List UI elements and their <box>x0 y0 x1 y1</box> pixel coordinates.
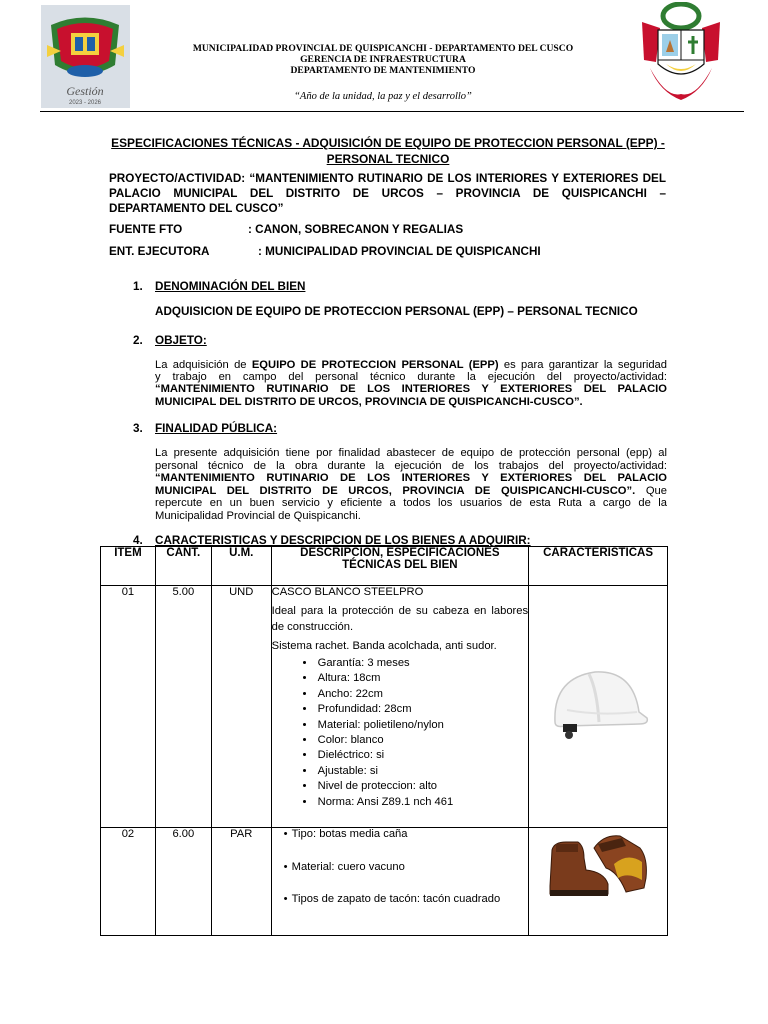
row-2-image-cell <box>529 828 668 936</box>
col-header-desc-line-2: TÉCNICAS DEL BIEN <box>342 559 458 571</box>
fuente-label: FUENTE FTO <box>109 223 183 236</box>
section-3-number: 3. <box>133 422 143 435</box>
row-1-spec-list <box>272 656 528 810</box>
col-header-desc-line-1: DESCRIPCIÓN, ESPECIFICACIONES <box>300 547 500 559</box>
list-item: • Altura: 18cm <box>316 671 528 686</box>
doc-title-line-2: PERSONAL TECNICO <box>326 152 450 166</box>
row-1-product-name: CASCO BLANCO STEELPRO <box>271 586 424 598</box>
list-item: • Dieléctrico: si <box>316 748 528 763</box>
section-4-number: 4. <box>133 534 143 547</box>
row-1-paragraph-1: Ideal para la protección de su cabeza en labores de construcción. <box>271 605 529 633</box>
row-2-um: PAR <box>211 828 271 936</box>
section-3-line-4 <box>155 485 667 498</box>
white-helmet-image <box>543 660 653 750</box>
logo-years-text: 2023 - 2026 <box>68 100 102 106</box>
list-item: • Ancho: 22cm <box>316 687 528 702</box>
section-3-line-2: personal técnico de la obra durante la ejecución de los trabajos del proyecto/actividad: <box>155 460 667 472</box>
section-2-number: 2. <box>133 334 143 347</box>
section-2-line-1a: La adquisición de <box>155 359 252 371</box>
row-2-spec-list <box>272 828 528 926</box>
list-item: • Tipo: botas media caña <box>284 828 528 861</box>
col-header-caracteristicas: CARACTERISTICAS <box>529 547 668 586</box>
table-header-row <box>101 547 668 586</box>
col-header-descripcion <box>271 547 528 586</box>
row-1-cant: 5.00 <box>155 586 211 828</box>
project-line-1: PROYECTO/ACTIVIDAD: “MANTENIMIENTO RUTINARIO DE LOS INTERIORES Y EXTERIORES DEL <box>109 172 666 185</box>
list-item: • Norma: Ansi Z89.1 nch 461 <box>316 795 528 810</box>
section-2-title: OBJETO: <box>155 334 207 347</box>
table-row <box>101 586 668 828</box>
section-3-title: FINALIDAD PÚBLICA: <box>155 422 278 435</box>
section-2-epp-emphasis: EQUIPO DE PROTECCION PERSONAL (EPP) <box>251 359 499 371</box>
row-1-um: UND <box>211 586 271 828</box>
header-divider <box>40 111 744 112</box>
leather-boots-image <box>542 828 654 908</box>
section-2-line-3: “MANTENIMIENTO RUTINARIO DE LOS INTERIORES Y EXTERIORES DEL PALACIO <box>155 383 667 395</box>
section-2-line-1c: es para garantizar la seguridad <box>498 359 667 371</box>
list-item: • Ajustable: si <box>316 764 528 779</box>
section-3-line-3: “MANTENIMIENTO RUTINARIO DE LOS INTERIORES Y EXTERIORES DEL PALACIO <box>155 472 667 484</box>
section-4-title: CARACTERISTICAS Y DESCRIPCION DE LOS BIENES A ADQUIRIR: <box>155 534 531 547</box>
section-3-line-5: repercute en un buen servicio y eficiente a todos los usuarios de esta Ruta a cargo de la <box>155 497 667 509</box>
header-motto: “Año de la unidad, la paz y el desarrollo” <box>294 91 472 102</box>
row-2-description <box>271 828 528 936</box>
row-2-cant: 6.00 <box>155 828 211 936</box>
col-header-um: U.M. <box>211 547 271 586</box>
row-1-description <box>271 586 528 828</box>
fuente-value: : CANON, SOBRECANON Y REGALIAS <box>248 223 464 236</box>
specifications-table <box>100 546 668 936</box>
project-line-3: DEPARTAMENTO DEL CUSCO” <box>109 202 284 215</box>
section-3-line-4a: MUNICIPAL DEL DISTRITO DE URCOS, PROVINCIA DE QUISPICANCHI-CUSCO”. <box>155 485 636 497</box>
row-1-image-cell <box>529 586 668 828</box>
list-item: • Material: polietileno/nylon <box>316 718 528 733</box>
municipal-logo <box>41 5 130 108</box>
list-item: • Color: blanco <box>316 733 528 748</box>
ejecutora-value: : MUNICIPALIDAD PROVINCIAL DE QUISPICANCHI <box>258 245 541 258</box>
row-1-paragraph-2: Sistema rachet. Banda acolchada, anti sudor. <box>271 640 497 652</box>
section-3-line-4b: Que <box>635 485 667 497</box>
section-2-line-4: MUNICIPAL DEL DISTRITO DE URCOS, PROVINCIA DE QUISPICANCHI-CUSCO”. <box>155 396 583 408</box>
list-item: • Material: cuero vacuno <box>284 861 528 894</box>
list-item: • Profundidad: 28cm <box>316 702 528 717</box>
list-item: • Nivel de proteccion: alto <box>316 779 528 794</box>
col-header-item: ITEM <box>101 547 156 586</box>
header-line-2: GERENCIA DE INFRAESTRUCTURA <box>300 54 466 65</box>
section-1-body: ADQUISICION DE EQUIPO DE PROTECCION PERSONAL (EPP) – PERSONAL TECNICO <box>155 305 638 318</box>
doc-title-line-1: ESPECIFICACIONES TÉCNICAS - ADQUISICIÓN DE EQUIPO DE PROTECCION PERSONAL (EPP) - <box>111 136 665 150</box>
section-2-line-1 <box>155 359 667 372</box>
peru-coat-of-arms <box>636 2 726 106</box>
logo-gestion-text: Gestión <box>66 84 104 98</box>
list-item: • Garantía: 3 meses <box>316 656 528 671</box>
list-item: • Tipos de zapato de tacón: tacón cuadrado <box>284 893 528 926</box>
section-2-line-2: y trabajo en campo del personal técnico durante la ejecución del proyecto/actividad: <box>155 371 667 383</box>
section-3-line-1: La presente adquisición tiene por finalidad abastecer de equipo de protección personal (epp) al <box>155 447 667 459</box>
project-line-2: PALACIO MUNICIPAL DEL DISTRITO DE URCOS – PROVINCIA DE QUISPICANCHI – <box>109 187 666 200</box>
col-header-cant: CANT. <box>155 547 211 586</box>
row-2-item: 02 <box>101 828 156 936</box>
section-3-line-6: Municipalidad Provincial de Quispicanchi. <box>155 510 361 522</box>
header-line-3: DEPARTAMENTO DE MANTENIMIENTO <box>290 65 476 76</box>
section-1-title: DENOMINACIÓN DEL BIEN <box>155 280 306 293</box>
row-1-item: 01 <box>101 586 156 828</box>
header-line-1: MUNICIPALIDAD PROVINCIAL DE QUISPICANCHI - DEPARTAMENTO DEL CUSCO <box>192 43 574 54</box>
table-row <box>101 828 668 936</box>
ejecutora-label: ENT. EJECUTORA <box>109 245 210 258</box>
section-1-number: 1. <box>133 280 143 293</box>
